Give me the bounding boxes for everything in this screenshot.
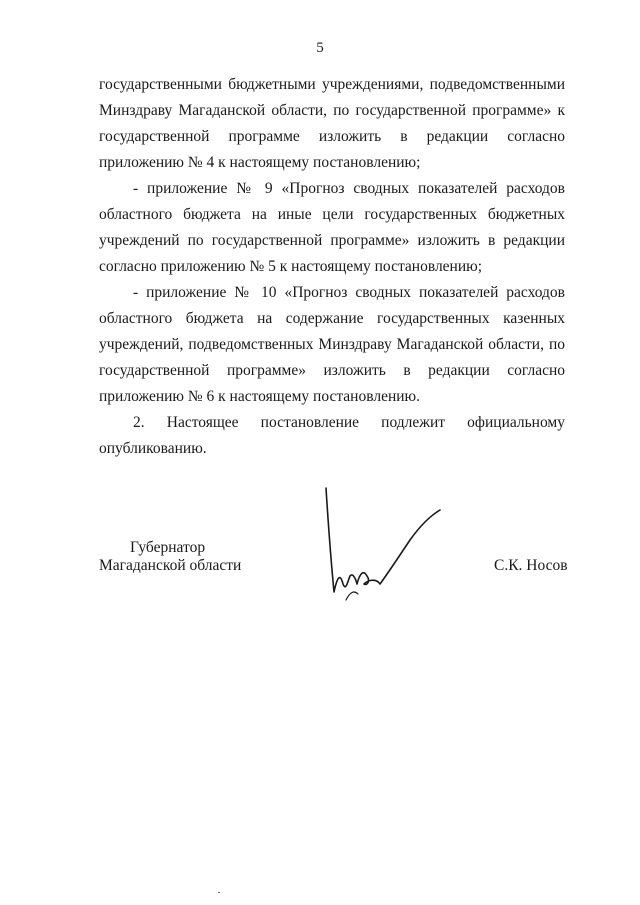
paragraph-appendix-9: - приложение № 9 «Прогноз сводных показателей расходов областного бюджета на иные цели государственных бюджетных учреждений по государственной программе» изложить в редакции согласно приложению № 5 к настоящему постановлению; (99, 180, 565, 275)
paragraph-publication: 2. Настоящее постановление подлежит официальному опубликованию. (99, 414, 565, 457)
scan-artifact (218, 892, 220, 893)
handwritten-signature (310, 480, 460, 610)
signatory-title-line1: Губернатор (130, 539, 206, 556)
signatory-name: С.К. Носов (494, 557, 568, 574)
page-number: 5 (316, 40, 324, 56)
signatory-title-line2: Магаданской области (99, 557, 242, 574)
paragraph-continuation: государственными бюджетными учреждениями, подведомственными Минздраву Магаданской области, по государственной программе» к государственной программе изложить в редакции согласно приложению № 4 к настоящему постановлению; (99, 76, 565, 171)
paragraph-appendix-10: - приложение № 10 «Прогноз сводных показателей расходов областного бюджета на содержание государственных казенных учреждений, подведомственных Минздраву Магаданской области, по государственной программе» изложить в редакции согласно приложению № 6 к настоящему постановлению. (99, 284, 565, 405)
document-body (99, 72, 565, 462)
